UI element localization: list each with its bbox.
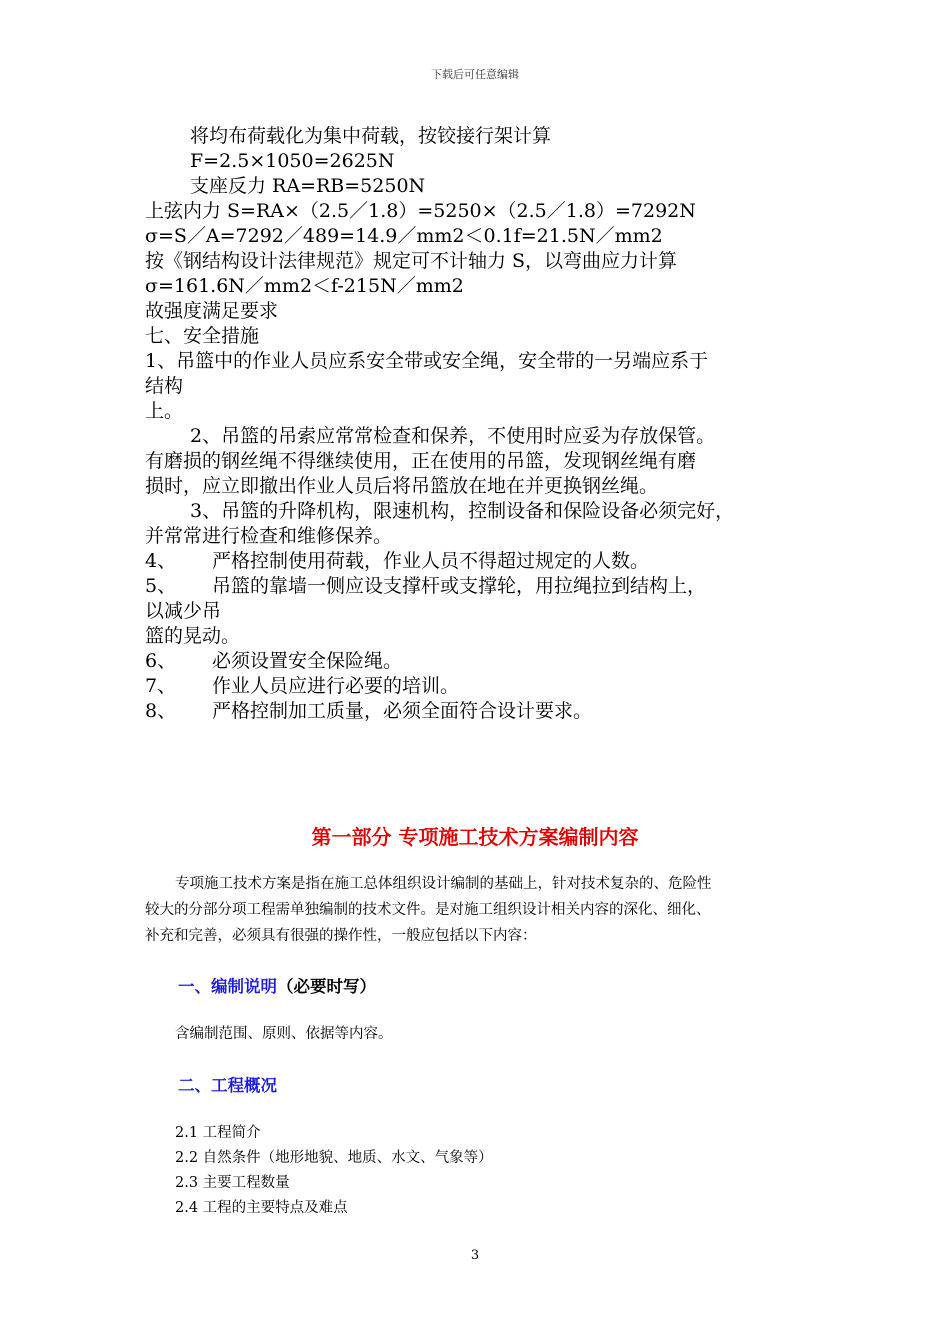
safety-item: 上。: [145, 400, 184, 422]
section-heading: 二、工程概况: [178, 1076, 277, 1095]
part-title: 第一部分 专项施工技术方案编制内容: [311, 825, 639, 849]
item-text: 必须设置安全保险绳。: [212, 650, 403, 672]
list-item: 2.2 自然条件（地形地貌、地质、水文、气象等）: [175, 1150, 493, 1166]
safety-item: 篮的晃动。: [145, 625, 241, 647]
calc-line: 将均布荷载化为集中荷载，按铰接行架计算: [190, 125, 552, 147]
list-item: 2.3 主要工程数量: [175, 1175, 290, 1191]
section-body: 含编制范围、原则、依据等内容。: [175, 1026, 393, 1042]
item-text: 严格控制加工质量，必须全面符合设计要求。: [212, 700, 593, 722]
section-heading-main: 一、编制说明: [178, 977, 277, 996]
list-item: 2.4 工程的主要特点及难点: [175, 1200, 348, 1216]
item-number: 5、: [145, 575, 177, 597]
section-heading: [178, 973, 376, 997]
intro-text: 较大的分部分项工程需单独编制的技术文件。是对施工组织设计相关内容的深化、细化、: [145, 902, 711, 918]
safety-item: 3、吊篮的升降机构，限速机构，控制设备和保险设备必须完好，: [190, 500, 735, 522]
calc-line: σ=S／A=7292／489=14.9／mm2＜0.1f=21.5N／mm2: [145, 225, 663, 247]
safety-title: 七、安全措施: [145, 325, 260, 347]
item-number: 8、: [145, 700, 177, 722]
item-text: 严格控制使用荷载，作业人员不得超过规定的人数。: [212, 550, 650, 572]
item-number: 6、: [145, 650, 177, 672]
safety-item: 以减少吊: [145, 600, 222, 622]
safety-item: 2、吊篮的吊索应常常检查和保养，不使用时应妥为存放保管。: [190, 425, 716, 447]
calc-line: 按《钢结构设计法律规范》规定可不计轴力 S，以弯曲应力计算: [145, 250, 678, 272]
safety-item: 1、吊篮中的作业人员应系安全带或安全绳，安全带的一另端应系于: [145, 350, 709, 372]
calc-line: 上弦内力 S=RA×（2.5／1.8）=5250×（2.5／1.8）=7292N: [145, 200, 696, 222]
page-number: 3: [470, 1248, 480, 1263]
calc-line: σ=161.6N／mm2＜f-215N／mm2: [145, 275, 464, 297]
list-item: 2.1 工程简介: [175, 1125, 261, 1141]
page-header: 下载后可任意编辑: [431, 68, 519, 81]
safety-item: 有磨损的钢丝绳不得继续使用，正在使用的吊篮，发现钢丝绳有磨: [145, 450, 697, 472]
safety-item: 并常常进行检查和维修保养。: [145, 525, 393, 547]
safety-item: 损时，应立即撤出作业人员后将吊篮放在地在并更换钢丝绳。: [145, 475, 659, 497]
calc-line: F=2.5×1050=2625N: [190, 150, 395, 172]
intro-text: 专项施工技术方案是指在施工总体组织设计编制的基础上，针对技术复杂的、危险性: [175, 876, 712, 892]
item-number: 4、: [145, 550, 177, 572]
section-heading-note: （必要时写）: [277, 977, 376, 996]
calc-line: 支座反力 RA=RB=5250N: [190, 175, 426, 197]
item-text: 作业人员应进行必要的培训。: [212, 675, 460, 697]
item-number: 7、: [145, 675, 177, 697]
item-text: 吊篮的靠墙一侧应设支撑杆或支撑轮，用拉绳拉到结构上，: [212, 575, 707, 597]
safety-item: 结构: [145, 375, 184, 397]
calc-line: 故强度满足要求: [145, 300, 279, 322]
intro-text: 补充和完善，必须具有很强的操作性，一般应包括以下内容：: [145, 928, 537, 944]
